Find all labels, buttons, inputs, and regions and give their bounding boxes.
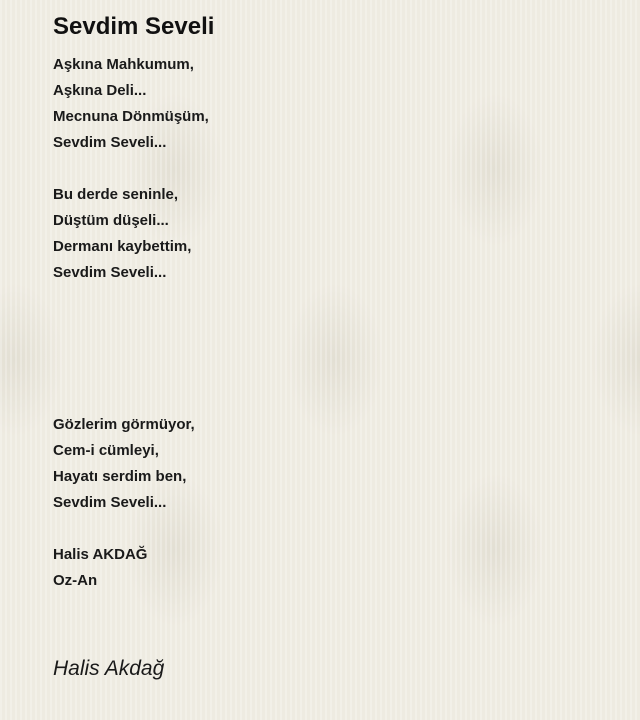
- stanza-1: [53, 52, 620, 156]
- poem-line: Sevdim Seveli...: [53, 134, 167, 151]
- stanza-3: [53, 412, 620, 516]
- poem-line: Dermanı kaybettim,: [53, 238, 192, 255]
- author-signature: Halis Akdağ: [53, 657, 165, 680]
- poem-line: Aşkına Deli...: [53, 82, 147, 99]
- author-block: [53, 542, 620, 594]
- poem-line: Hayatı serdim ben,: [53, 468, 187, 485]
- poem-container: [53, 0, 620, 594]
- author-pen-name: Oz-An: [53, 572, 98, 589]
- poem-line: Gözlerim görmüyor,: [53, 416, 195, 433]
- poem-line: Cem-i cümleyi,: [53, 442, 159, 459]
- poem-line: Aşkına Mahkumum,: [53, 56, 194, 73]
- stanza-2: [53, 182, 620, 286]
- poem-line: Sevdim Seveli...: [53, 494, 167, 511]
- poem-line: Düştüm düşeli...: [53, 212, 169, 229]
- poem-line: Bu derde seninle,: [53, 186, 179, 203]
- poem-title: Sevdim Seveli: [53, 13, 215, 40]
- poem-line: Sevdim Seveli...: [53, 264, 167, 281]
- author-name: Halis AKDAĞ: [53, 546, 148, 563]
- poem-line: Mecnuna Dönmüşüm,: [53, 108, 209, 125]
